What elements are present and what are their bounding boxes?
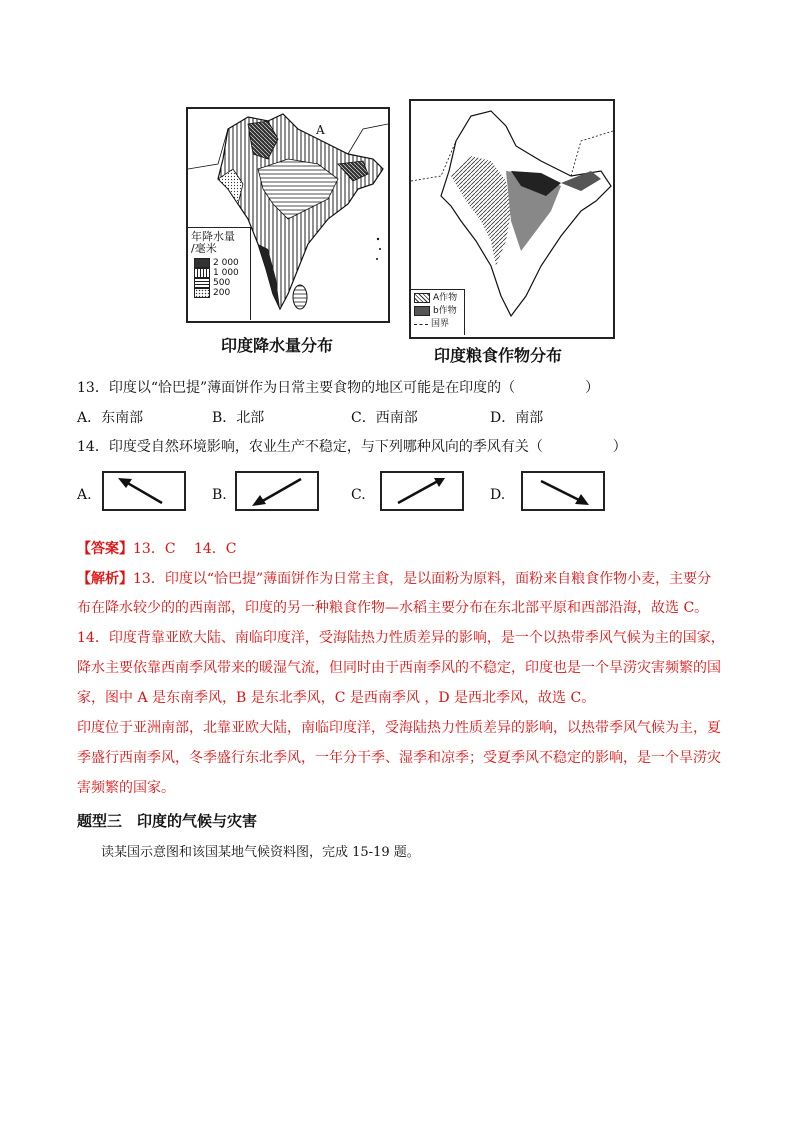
crop-legend-border: 国界	[414, 319, 464, 329]
section-intro: 读某国示意图和该国某地气候资料图，完成 15-19 题。	[101, 845, 420, 860]
legend-row-1: 1 000	[188, 268, 250, 278]
analysis-line-7: 害频繁的国家。	[77, 780, 175, 796]
crop-map-caption: 印度粮食作物分布	[434, 346, 563, 365]
section-title: 题型三 印度的气候与灾害	[77, 812, 258, 830]
q14-option-a-box	[102, 471, 186, 511]
q14-option-d-label: D.	[490, 487, 506, 503]
q14-option-a-label: A.	[77, 487, 92, 503]
q14-option-c-label: C.	[351, 487, 366, 503]
analysis-tag: 【解析】	[77, 571, 133, 587]
q14-stem: 14．印度受自然环境影响，农业生产不稳定，与下列哪种风向的季风有关（ ）	[77, 439, 627, 455]
q14-option-c-box	[380, 471, 464, 511]
analysis-line-2: 14．印度背靠亚欧大陆、南临印度洋，受海陆热力性质差异的影响，是一个以热带季风气候为主的国家，	[77, 630, 725, 646]
analysis-line-6: 季盛行西南季风，冬季盛行东北季风，一年分干季、湿季和凉季；受夏季风不稳定的影响，是一个旱涝灾	[77, 750, 721, 766]
legend-title-1: 年降水量	[191, 230, 235, 243]
q13-option-b: B．北部	[212, 410, 265, 426]
legend-row-2: 500	[188, 278, 250, 288]
arrow-northwest-icon	[104, 473, 184, 509]
answer-line	[77, 539, 237, 559]
analysis-line-1: 布在降水较少的的西南部，印度的另一种粮食作物—水稻主要分布在东北部平原和西部沿海，故选 C。	[77, 600, 709, 616]
legend-title-2: /毫米	[191, 242, 217, 255]
arrow-southeast-icon	[523, 473, 603, 509]
rainfall-map	[186, 107, 390, 323]
q13-stem: 13．印度以“恰巴提”薄面饼作为日常主要食物的地区可能是在印度的（ ）	[77, 380, 600, 396]
arrow-southwest-icon	[237, 473, 317, 509]
legend-row-3: 200	[188, 288, 250, 298]
analysis-line-3: 降水主要依靠西南季风带来的暖湿气流，但同时由于西南季风的不稳定，印度也是一个旱涝灾害频繁的国	[77, 660, 721, 676]
legend-row-0: 2 000	[188, 258, 250, 268]
q14-option-d-box	[521, 471, 605, 511]
label-a: A	[316, 123, 325, 137]
rainfall-legend	[188, 227, 251, 320]
crop-legend	[411, 289, 465, 335]
answer-tag: 【答案】	[77, 541, 133, 557]
arrow-northeast-icon	[382, 473, 462, 509]
sri-lanka	[293, 285, 307, 309]
crop-map	[409, 99, 615, 339]
analysis-line-5: 印度位于亚洲南部，北靠亚欧大陆，南临印度洋，受海陆热力性质差异的影响，以热带季风气候为主，夏	[77, 720, 721, 736]
analysis-line-0: 【解析】13．印度以“恰巴提”薄面饼作为日常主食，是以面粉为原料，面粉来自粮食作物小麦，主要分	[77, 571, 712, 587]
q13-option-d: D．南部	[490, 410, 544, 426]
crop-legend-b: b作物	[414, 306, 464, 316]
q14-option-b-box	[235, 471, 319, 511]
q13-option-a: A．东南部	[77, 410, 144, 426]
analysis-line-4: 家，图中 A 是东南季风，B 是东北季风，C 是西南季风 ，D 是西北季风，故选 C。	[77, 690, 596, 706]
q14-option-b-label: B.	[212, 487, 227, 503]
answer-text: 13．C 14．C	[133, 541, 237, 557]
q13-option-c: C．西南部	[351, 410, 418, 426]
rainfall-map-caption: 印度降水量分布	[221, 336, 334, 355]
crop-legend-a: A作物	[414, 293, 464, 303]
